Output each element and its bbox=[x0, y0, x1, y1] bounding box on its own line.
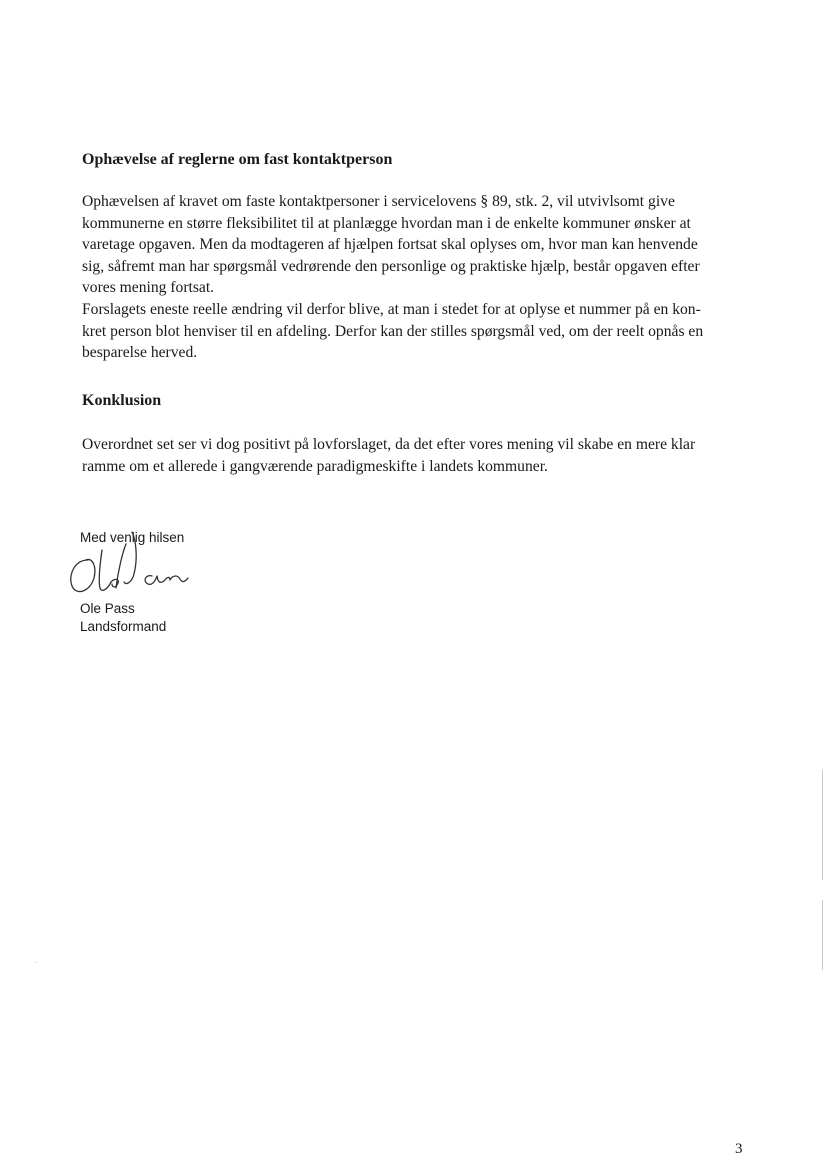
closing-greeting: Med venlig hilsen bbox=[80, 530, 185, 545]
paragraph-line: vores mening fortsat. bbox=[82, 279, 215, 297]
section-paragraph-konklusion bbox=[82, 434, 747, 477]
paragraph-line: Overordnet set ser vi dog positivt på lovforslaget, da det efter vores mening vil skabe en mere klar bbox=[82, 436, 696, 453]
section-heading-kontaktperson: Ophævelse af reglerne om fast kontaktperson bbox=[82, 151, 393, 168]
paragraph-line: sig, såfremt man har spørgsmål vedrørende den personlige og praktiske hjælp, består opgaven efter bbox=[82, 257, 700, 275]
scan-edge-line bbox=[822, 900, 823, 970]
paragraph-line: kret person blot henviser til en afdeling. Derfor kan der stilles spørgsmål ved, om der reelt opnås en bbox=[82, 322, 704, 340]
signatory-title: Landsformand bbox=[80, 619, 167, 634]
paragraph-line: ramme om et allerede i gangværende paradigmeskifte i landets kommuner. bbox=[82, 457, 548, 475]
paragraph-line: kommunerne en større fleksibilitet til at planlægge hvordan man i de enkelte kommuner ønsker at bbox=[82, 214, 691, 232]
handwritten-signature bbox=[66, 526, 206, 598]
paragraph-line: varetage opgaven. Men da modtageren af hjælpen fortsat skal oplyses om, hvor man kan henvende bbox=[82, 236, 698, 254]
page-number: 3 bbox=[735, 1141, 743, 1157]
paragraph-line: Forslagets eneste reelle ændring vil derfor blive, at man i stedet for at oplyse et nummer på en kon- bbox=[82, 300, 701, 318]
paragraph-line: Ophævelsen af kravet om faste kontaktpersoner i servicelovens § 89, stk. 2, vil utvivlsomt give bbox=[82, 193, 675, 210]
section-heading-konklusion: Konklusion bbox=[82, 392, 162, 409]
paragraph-line: besparelse herved. bbox=[82, 344, 198, 362]
scan-edge-line bbox=[822, 770, 823, 880]
signatory-name: Ole Pass bbox=[80, 601, 135, 616]
scan-speck bbox=[35, 962, 36, 963]
section-paragraph-kontaktperson bbox=[82, 191, 747, 364]
